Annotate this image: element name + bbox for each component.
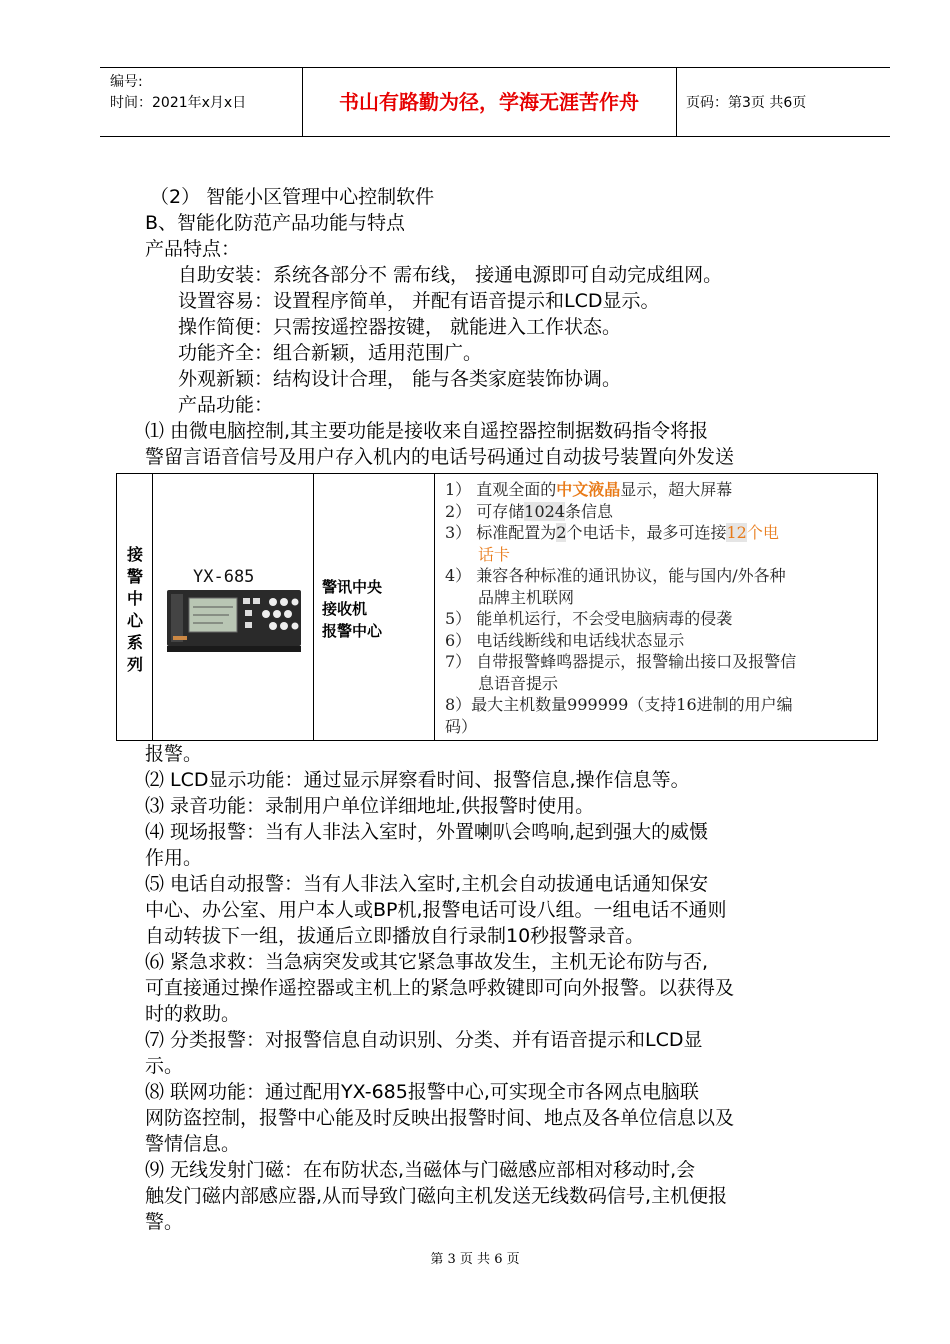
time-label: 时间：2021年x月x日 — [110, 95, 247, 111]
page-footer: 第 3 页 共 6 页 — [430, 1252, 520, 1267]
feature-item: 1） 直观全面的中文液晶显示，超大屏幕 — [445, 480, 733, 499]
paragraph-line: 警。 — [145, 1211, 184, 1233]
paragraph-line: ⑶ 录音功能：录制用户单位详细地址,供报警时使用。 — [145, 795, 595, 817]
feature-item: 8）最大主机数量999999（支持16进制的用户编 — [445, 695, 793, 714]
paragraph-line: 报警。 — [145, 743, 203, 765]
section-heading: （2） 智能小区管理中心控制软件 — [150, 186, 435, 208]
device-image — [153, 474, 313, 740]
paragraph-line: ⑸ 电话自动报警：当有人非法入室时,主机会自动拔通电话通知保安 — [145, 873, 709, 895]
paragraph-line: ⑻ 联网功能：通过配用YX-685报警中心,可实现全市各网点电脑联 — [145, 1081, 699, 1103]
subheading: 产品特点： — [145, 238, 241, 260]
device-name — [322, 576, 382, 642]
header-meta — [110, 72, 300, 114]
page-header — [100, 67, 890, 137]
feature-line: 设置容易：设置程序简单， 并配有语音提示和LCD显示。 — [178, 290, 660, 312]
number-label: 编号: — [110, 74, 143, 90]
paragraph-line: ⑼ 无线发射门磁：在布防状态,当磁体与门磁感应部相对移动时,会 — [145, 1159, 696, 1181]
table-cell-image — [153, 474, 314, 740]
feature-item: 7） 自带报警蜂鸣器提示，报警输出接口及报警信 — [445, 652, 797, 671]
paragraph-line: ⑷ 现场报警：当有人非法入室时，外置喇叭会鸣响,起到强大的威慑 — [145, 821, 709, 843]
paragraph-line: 可直接通过操作遥控器或主机上的紧急呼救键即可向外报警。以获得及 — [145, 977, 735, 999]
paragraph-line: 时的救助。 — [145, 1003, 241, 1025]
section-heading: B、智能化防范产品功能与特点 — [145, 212, 406, 234]
device-name-line: 报警中心 — [322, 622, 383, 640]
feature-line: 自助安装：系统各部分不 需布线， 接通电源即可自动完成组网。 — [178, 264, 723, 286]
feature-line: 功能齐全：组合新颖，适用范围广。 — [178, 342, 483, 364]
category-label: 接警中心系列 — [126, 545, 143, 674]
header-page-info: 页码：第3页 共6页 — [686, 95, 807, 111]
paragraph-line: ⑺ 分类报警：对报警信息自动识别、分类、并有语音提示和LCD显 — [145, 1029, 703, 1051]
paragraph-line: 警留言语音信号及用户存入机内的电话号码通过自动拔号装置向外发送 — [145, 446, 735, 468]
product-table — [116, 473, 878, 741]
feature-list — [445, 479, 855, 737]
feature-item: 2） 可存储1024条信息 — [445, 501, 614, 521]
table-cell-category — [117, 474, 153, 740]
paragraph-line: 警情信息。 — [145, 1133, 241, 1155]
paragraph-line: 触发门磁内部感应器,从而导致门磁向主机发送无线数码信号,主机便报 — [145, 1185, 728, 1207]
feature-item: 6） 电话线断线和电话线状态显示 — [445, 630, 685, 650]
header-motto: 书山有路勤为径，学海无涯苦作舟 — [339, 90, 639, 114]
feature-item: 4） 兼容各种标准的通讯协议，能与国内/外各种 — [445, 566, 786, 585]
paragraph-line: ⑹ 紧急求救：当急病突发或其它紧急事故发生，主机无论布防与否, — [145, 951, 709, 973]
feature-line: 外观新颖：结构设计合理， 能与各类家庭装饰协调。 — [178, 368, 622, 390]
feature-item: 5） 能单机运行，不会受电脑病毒的侵袭 — [445, 609, 733, 628]
paragraph-line: 自动转拔下一组，拔通后立即播放自行录制10秒报警录音。 — [145, 925, 645, 947]
subheading: 产品功能： — [178, 394, 274, 416]
feature-item-cont: 话卡 — [478, 544, 511, 564]
feature-item: 3） 标准配置为2个电话卡，最多可连接12个电 — [445, 523, 779, 542]
device-name-line: 警讯中央 — [322, 578, 383, 596]
paragraph-line: ⑴ 由微电脑控制,其主要功能是接收来自遥控器控制据数码指令将报 — [145, 420, 709, 442]
paragraph-line: 中心、办公室、用户本人或BP机,报警电话可设八组。一组电话不通则 — [145, 899, 727, 921]
paragraph-line: 作用。 — [145, 847, 203, 869]
feature-line: 操作简便：只需按遥控器按键， 就能进入工作状态。 — [178, 316, 622, 338]
paragraph-line: ⑵ LCD显示功能：通过显示屏察看时间、报警信息,操作信息等。 — [145, 769, 690, 791]
feature-item-cont: 品牌主机联网 — [478, 587, 575, 607]
paragraph-line: 网防盗控制，报警中心能及时反映出报警时间、地点及各单位信息以及 — [145, 1107, 735, 1129]
header-divider — [676, 68, 677, 136]
device-model-label: YX-685 — [193, 567, 255, 587]
device-name-line: 接收机 — [322, 600, 368, 618]
paragraph-line: 示。 — [145, 1055, 184, 1077]
feature-item-cont: 息语音提示 — [478, 673, 559, 693]
feature-item-cont: 码） — [445, 716, 478, 736]
